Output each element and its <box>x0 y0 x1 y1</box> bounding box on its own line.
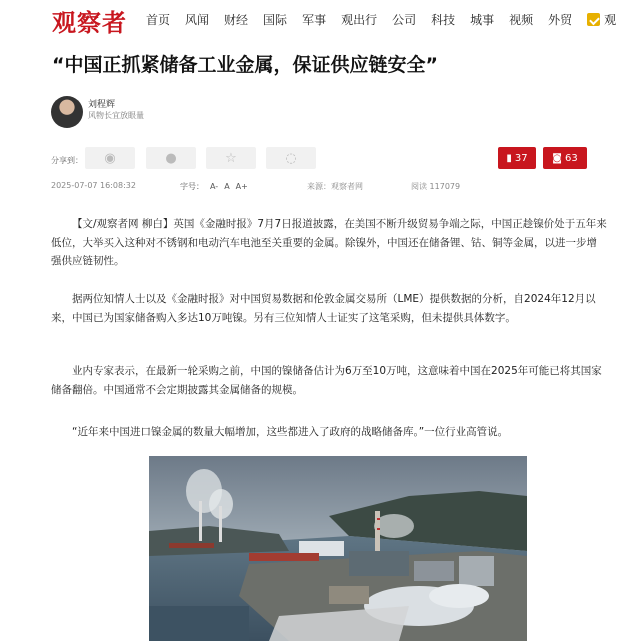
source-name: 观察者网 <box>331 182 363 191</box>
nav-item-home[interactable]: 首页 <box>146 13 171 27</box>
nav-item-vip[interactable] <box>587 11 620 28</box>
views-value: 117079 <box>429 182 461 191</box>
article-paragraph: 业内专家表示，在最新一轮采购之前，中国的镍储备估计为6万至10万吨，这意味着中国在2025年可能已将其国家储备翻倍。中国通常不会定期披露其金属储备的规模。 <box>51 365 602 396</box>
share-favorite-button[interactable] <box>206 147 256 169</box>
article-quote: “近年来中国进口镍金属的数量大幅增加，这些都进入了政府的战略储备库。”一位行业高管说。 <box>72 426 509 438</box>
nav-item-tech[interactable]: 科技 <box>431 13 456 27</box>
font-size-decrease[interactable]: A- <box>210 182 219 191</box>
nav-item-international[interactable]: 国际 <box>263 13 288 27</box>
share-weibo-button[interactable] <box>85 147 135 169</box>
source-label: 来源： <box>307 182 331 191</box>
font-size-increase[interactable]: A+ <box>235 182 248 191</box>
share-qq-button[interactable] <box>146 147 196 169</box>
nav-item-city[interactable]: 城事 <box>470 13 495 27</box>
font-size-control <box>180 181 254 192</box>
article-paragraph: 【文/观察者网 柳白】英国《金融时报》7月7日报道披露，在美国不断升级贸易争端之际，中国正趁镍价处于五年来低位，大举买入这种对不锈钢和电动汽车电池至关重要的金属。除镍外，中国还在储备锂、钴、铜等金属，以进一步增强供应链韧性。 <box>51 218 607 267</box>
nav-item-video[interactable]: 视频 <box>509 13 534 27</box>
article-title: “中国正抓紧储备工业金属，保证供应链安全” <box>52 54 438 76</box>
vip-icon <box>587 13 600 26</box>
weibo-icon: ◉ <box>104 150 116 166</box>
comment-count-button[interactable] <box>543 147 587 169</box>
source-info <box>307 181 363 192</box>
author-name[interactable]: 刘程辉 <box>88 100 116 110</box>
nav-item-travel[interactable]: 观出行 <box>341 13 378 27</box>
article-photo <box>149 456 527 641</box>
share-wechat-button[interactable] <box>266 147 316 169</box>
nav-item-trade[interactable]: 外贸 <box>548 13 573 27</box>
nav-item-military[interactable]: 军事 <box>302 13 327 27</box>
view-count <box>411 181 460 192</box>
bookmark-icon: ▮ <box>506 152 512 164</box>
site-logo[interactable]: 观察者 <box>52 9 127 37</box>
comment-count: 63 <box>564 152 578 164</box>
views-label: 阅读 <box>411 182 427 191</box>
font-size-normal[interactable]: A <box>224 182 230 191</box>
bookmark-count-button[interactable] <box>498 147 536 169</box>
industrial-port-image <box>149 456 527 641</box>
share-label: 分享到： <box>51 156 83 165</box>
qq-icon: ● <box>165 150 177 166</box>
article-paragraph: 据两位知情人士以及《金融时报》对中国贸易数据和伦敦金属交易所（LME）提供数据的分析，自2024年12月以来，中国已为国家储备购入多达10万吨镍。另有三位知情人士证实了这笔采购，但未提供具体数字。 <box>51 293 596 324</box>
author-description: 风物长宜放眼量 <box>88 111 144 120</box>
publish-date: 2025-07-07 16:08:32 <box>51 181 136 190</box>
author-avatar[interactable] <box>51 96 83 128</box>
nav-item-company[interactable]: 公司 <box>392 13 417 27</box>
bookmark-count: 37 <box>514 152 528 164</box>
nav-item-fengwen[interactable]: 风闻 <box>185 13 210 27</box>
star-icon: ☆ <box>225 150 237 166</box>
main-nav <box>146 11 620 28</box>
nav-item-finance[interactable]: 财经 <box>224 13 249 27</box>
vip-label: 观 <box>604 13 617 27</box>
top-navigation-bar <box>0 0 620 38</box>
wechat-icon: ◌ <box>285 150 297 166</box>
comment-icon: ◙ <box>552 152 562 164</box>
font-size-label: 字号： <box>180 182 204 191</box>
